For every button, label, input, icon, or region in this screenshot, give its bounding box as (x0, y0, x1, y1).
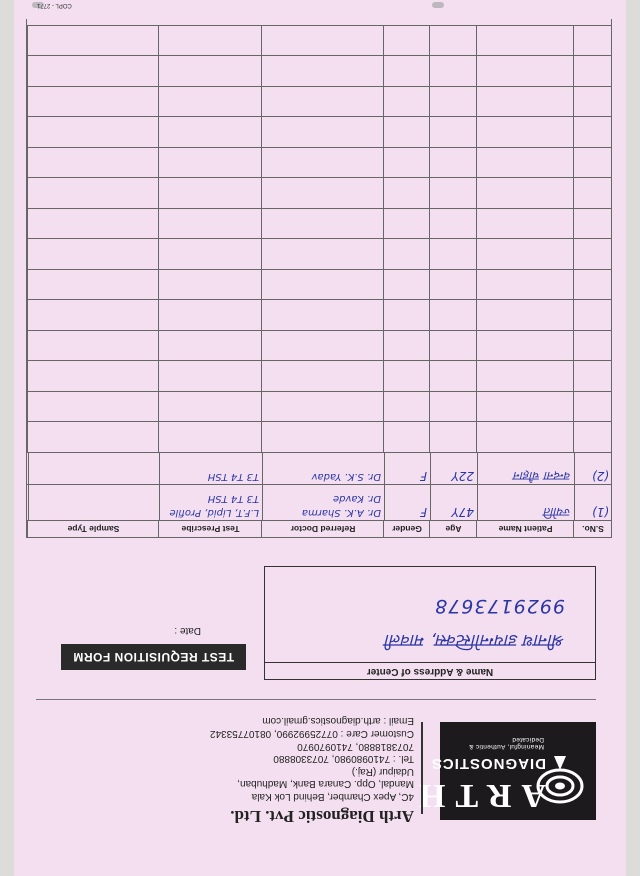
table-row (27, 452, 612, 485)
empty-cell (27, 331, 159, 362)
empty-cell (158, 362, 262, 393)
empty-cell (158, 148, 262, 179)
empty-table-row (27, 361, 612, 393)
empty-table-row (27, 269, 612, 301)
empty-cell (429, 240, 477, 271)
empty-cell (158, 240, 262, 271)
address-line-2: Mandal, Opp. Canara Bank, Madhuban, (237, 778, 414, 790)
doctor-name: Dr. S.K. Yadav (311, 471, 381, 482)
empty-cell (158, 118, 262, 149)
cell-sno: (2) (574, 453, 612, 485)
empty-cell (573, 118, 612, 149)
empty-cell (261, 179, 384, 210)
empty-cell (158, 209, 262, 240)
empty-cell (261, 209, 384, 240)
empty-cell (429, 148, 477, 179)
date-label: Date : (174, 625, 201, 636)
empty-cell (261, 331, 384, 362)
test-name: L.F.T, Lipid, Profile (169, 507, 259, 518)
empty-cell (476, 301, 574, 332)
empty-cell (383, 423, 430, 454)
empty-cell (476, 179, 574, 210)
letterhead (14, 676, 626, 876)
empty-table-row (27, 208, 612, 240)
empty-cell (261, 87, 384, 118)
cell-age: 22Y (430, 453, 477, 485)
empty-cell (158, 26, 262, 57)
empty-cell (27, 26, 159, 57)
empty-cell (383, 331, 430, 362)
empty-cell (27, 423, 159, 454)
empty-cell (573, 270, 612, 301)
logo-word: ARTH (408, 777, 546, 814)
empty-cell (261, 148, 384, 179)
telephone-line-1: Tel. : 7410980980, 7073308880 (273, 753, 414, 765)
empty-table-row (27, 330, 612, 362)
cell-referred-doctor (262, 453, 384, 485)
empty-table-row (27, 86, 612, 118)
empty-cell (573, 209, 612, 240)
header-rule (36, 699, 596, 700)
empty-cell (158, 301, 262, 332)
empty-cell (573, 423, 612, 454)
empty-table-row (27, 147, 612, 179)
cell-patient-name: ज्योति (477, 485, 574, 521)
empty-cell (27, 118, 159, 149)
empty-cell (573, 362, 612, 393)
header-patient-name: Patient Name (476, 521, 574, 538)
empty-cell (573, 240, 612, 271)
company-details (34, 714, 414, 826)
empty-cell (383, 209, 430, 240)
center-heading: Name & Address of Center (265, 662, 595, 679)
arth-logo (408, 722, 596, 820)
center-phone: 9929173678 (434, 595, 565, 617)
cell-gender: F (384, 485, 430, 521)
empty-cell (429, 57, 477, 88)
empty-cell (27, 301, 159, 332)
empty-cell (261, 392, 384, 423)
empty-table-row (27, 117, 612, 149)
empty-cell (429, 331, 477, 362)
header-divider (421, 722, 423, 814)
test-name-2: T3 T4 TSH (207, 493, 259, 504)
empty-cell (476, 423, 574, 454)
empty-cell (158, 331, 262, 362)
empty-cell (27, 57, 159, 88)
form-title: TEST REQUISITION FORM (61, 644, 246, 670)
empty-cell (27, 362, 159, 393)
empty-cell (429, 118, 477, 149)
empty-cell (573, 57, 612, 88)
customer-care-line: Customer Care : 07725992990, 08107753342 (209, 728, 414, 740)
empty-cell (158, 87, 262, 118)
empty-cell (429, 179, 477, 210)
empty-cell (158, 423, 262, 454)
empty-cell (476, 26, 574, 57)
empty-cell (383, 57, 430, 88)
cell-patient-name: वन्दना चौहान (477, 453, 574, 485)
empty-cell (429, 301, 477, 332)
empty-cell (476, 118, 574, 149)
header-referred-doctor: Referred Doctor (261, 521, 384, 538)
empty-cell (261, 362, 384, 393)
header-gender: Gender (383, 521, 430, 538)
sheet-content (14, 0, 626, 876)
empty-cell (573, 87, 612, 118)
empty-cell (476, 362, 574, 393)
empty-cell (383, 26, 430, 57)
empty-cell (383, 362, 430, 393)
empty-cell (27, 240, 159, 271)
patient-table (27, 0, 612, 538)
empty-cell (158, 57, 262, 88)
empty-cell (261, 118, 384, 149)
requisition-sheet (14, 0, 626, 876)
empty-table-row (27, 300, 612, 332)
email-line: Email : arth.diagnostics.gmail.com (262, 715, 414, 727)
empty-cell (573, 179, 612, 210)
empty-cell (429, 209, 477, 240)
empty-cell (158, 179, 262, 210)
empty-cell (476, 392, 574, 423)
header-test-prescribe: Test Prescribe (158, 521, 262, 538)
empty-cell (27, 179, 159, 210)
cell-sample-type (28, 453, 159, 485)
cell-age: 47Y (430, 485, 477, 521)
empty-cell (383, 148, 430, 179)
doctor-name-2: Dr. Kavde (333, 493, 381, 504)
empty-cell (383, 392, 430, 423)
empty-cell (261, 240, 384, 271)
empty-cell (261, 57, 384, 88)
header-age: Age (429, 521, 477, 538)
empty-cell (383, 179, 430, 210)
test-name: T3 T4 TSH (207, 471, 259, 482)
table-header-row (27, 520, 612, 538)
empty-cell (27, 270, 159, 301)
header-sample-type: Sample Type (27, 521, 159, 538)
empty-cell (383, 240, 430, 271)
empty-cell (27, 87, 159, 118)
empty-cell (261, 301, 384, 332)
cell-referred-doctor (262, 485, 384, 521)
empty-cell (476, 240, 574, 271)
empty-table-row (27, 56, 612, 88)
address-line-3: Udaipur (Raj.) (351, 765, 414, 777)
empty-cell (573, 148, 612, 179)
center-box (264, 566, 596, 680)
empty-table-row (27, 178, 612, 210)
empty-cell (383, 118, 430, 149)
empty-cell (429, 87, 477, 118)
empty-cell (476, 57, 574, 88)
address-line-1: 4C, Apex Chamber, Behind Lok Kala (251, 791, 414, 802)
header-sno: S.No. (573, 521, 612, 538)
empty-cell (573, 331, 612, 362)
empty-cell (383, 270, 430, 301)
company-name: Arth Diagnostic Pvt. Ltd. (230, 807, 414, 826)
cell-test-prescribe (159, 485, 262, 521)
empty-cell (261, 270, 384, 301)
empty-cell (429, 26, 477, 57)
cell-test-prescribe (159, 453, 262, 485)
empty-cell (573, 392, 612, 423)
empty-cell (27, 148, 159, 179)
empty-cell (429, 392, 477, 423)
empty-cell (476, 209, 574, 240)
table-row (27, 484, 612, 521)
empty-cell (27, 392, 159, 423)
empty-cell (158, 392, 262, 423)
empty-cell (476, 270, 574, 301)
empty-table-row (27, 422, 612, 454)
empty-cell (261, 423, 384, 454)
doctor-name: Dr. A.K. Sharma (301, 507, 381, 518)
empty-cell (261, 26, 384, 57)
logo-tagline: Meaningful, Authentic & Dedicated (468, 736, 544, 750)
telephone-line-2: 7073818880, 7410970970 (297, 740, 414, 752)
empty-cell (573, 301, 612, 332)
cell-sno: (1) (574, 485, 612, 521)
empty-cell (158, 270, 262, 301)
empty-table-row (27, 239, 612, 271)
form-code: COPL - 2771 (37, 2, 72, 8)
empty-cell (429, 270, 477, 301)
empty-cell (429, 423, 477, 454)
logo-subtitle: DIAGNOSTICS (430, 755, 546, 772)
center-name: श्रीनाथ डायग्नोस्टिक्स, मावली (385, 630, 565, 650)
empty-table-row (27, 25, 612, 57)
cell-gender: F (384, 453, 430, 485)
empty-cell (476, 87, 574, 118)
cell-sample-type (28, 485, 159, 521)
empty-cell (573, 26, 612, 57)
empty-cell (383, 301, 430, 332)
empty-cell (383, 87, 430, 118)
empty-cell (27, 209, 159, 240)
empty-table-row (27, 391, 612, 423)
empty-cell (476, 331, 574, 362)
empty-cell (476, 148, 574, 179)
empty-cell (429, 362, 477, 393)
